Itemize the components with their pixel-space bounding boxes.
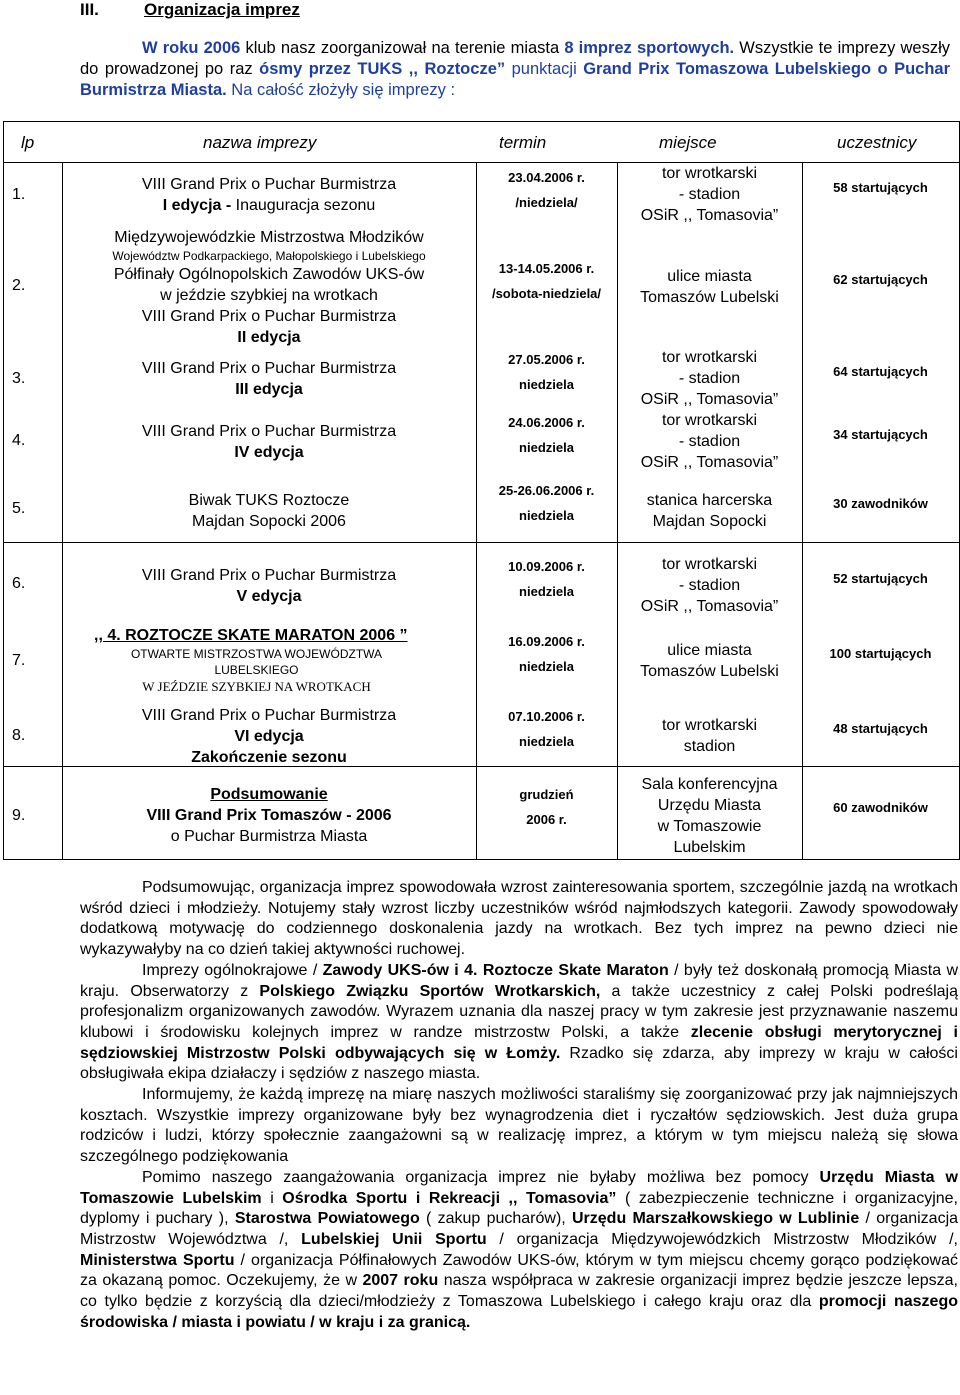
body-text: / organizacja Mistrzostw Województwa /,	[80, 1210, 959, 1248]
body-text: nasza współpraca w zakresie organizacji imprez będzie jeszcze lepsza, co tylko będzie z korzyścią dla dzieci/młodzieży z Tomaszowa Lubelskiego i całego kraju oraz dla	[80, 1272, 959, 1311]
row-event-name: ,, 4. ROZTOCZE SKATE MARATON 2006 ” OTWARTE MISTRZOSTWA WOJEWÓDZTWA LUBELSKIEGO W JEŹDZIE SZYBKIEJ NA WROTKACH	[94, 627, 408, 694]
emphasis-text: Zawody UKS-ów i 4. Roztocze Skate Maraton	[322, 961, 669, 979]
emphasis-text: Starostwa Powiatowego	[234, 1210, 420, 1228]
row-participants: 100 startujących	[829, 646, 932, 661]
body-text: / były też doskonałą promocją Miasta w kraju. Obserwatorzy z	[80, 961, 959, 1000]
header-participants: uczestnicy	[837, 133, 917, 152]
row-date: 16.09.2006 r. niedziela	[508, 634, 585, 674]
intro-edition: ósmy przez TUKS ,, Roztocze”	[259, 60, 506, 78]
header-name: nazwa imprezy	[203, 133, 317, 152]
emphasis-text: zlecenie obsługi merytorycznej i sędziowskiej Mistrzostw Polski odbywających się w Łomży.	[80, 1023, 958, 1062]
summary-paragraph: Informujemy, że każdą imprezę na miarę naszych możliwości staraliśmy się zoorganizować przy jak najmniejszych kosztach. Wszystkie imprezy organizowane były bez wynagrodzenia diet i ryczałtów sędziowskich. Jest duża grupa rodziców i ludzi, którzy społecznie zaangażowni są w realizację imprez, a którym w tym miejscu należą się słowa szczególnego podziękowania	[80, 1086, 958, 1166]
row-date: grudzień 2006 r.	[519, 787, 574, 827]
row-place: tor wrotkarski stadion	[661, 717, 758, 755]
row-event-name: VIII Grand Prix o Puchar Burmistrza I edycja - Inauguracja sezonu	[141, 176, 397, 214]
summary-paragraph: Podsumowując, organizacja imprez spowodowała wzrost zainteresowania sportem, szczególnie jazdą na wrotkach wśród dzieci i młodzieży. Notujemy stały wzrost liczby uczestników wśród najmłodszych kategorii. Zawody spowodowały dodatkową motywację do codziennego doskonalenia jazdy na wrotkach. Bez tych imprez na pewno dzieci nie wykazywałyby na co dzień takiej aktywności ruchowej.	[80, 879, 958, 959]
table-header	[4, 122, 959, 163]
row-participants: 60 zawodników	[833, 800, 928, 815]
row-place: stanica harcerska Majdan Sopocki	[646, 492, 773, 530]
row-lp: 4.	[12, 432, 26, 449]
body-text: Imprezy ogólnokrajowe /	[142, 961, 323, 979]
row-lp: 5.	[12, 500, 26, 517]
row-place: ulice miasta Tomaszów Lubelski	[640, 642, 779, 680]
emphasis-text: 2007 roku	[362, 1272, 439, 1290]
row-participants: 30 zawodników	[833, 496, 928, 511]
row-date: 10.09.2006 r. niedziela	[508, 559, 585, 599]
body-text: ( zakup pucharów),	[419, 1210, 572, 1228]
row-lp: 7.	[12, 652, 26, 669]
row-place: tor wrotkarski - stadion OSiR ,, Tomasovia”	[640, 349, 779, 408]
summary-paragraph	[80, 1168, 958, 1334]
row-participants: 58 startujących	[833, 180, 928, 195]
intro-series: Grand Prix Tomaszowa Lubelskiego o Puchar Burmistrza Miasta.	[80, 60, 951, 99]
row-event-name: Podsumowanie VIII Grand Prix Tomaszów - 2006 o Puchar Burmistrza Miasta	[146, 786, 392, 845]
row-lp: 8.	[12, 727, 26, 744]
row-place: tor wrotkarski - stadion OSiR ,, Tomasovia”	[640, 556, 779, 615]
row-date: 24.06.2006 r. niedziela	[508, 415, 585, 455]
intro-text: punktacji	[505, 60, 584, 78]
intro-paragraph	[80, 38, 950, 101]
emphasis-text: Urzędu Marszałkowskiego w Lublinie	[571, 1210, 860, 1228]
row-lp: 6.	[12, 575, 26, 592]
row-event-name: VIII Grand Prix o Puchar Burmistrza VI edycja Zakończenie sezonu	[141, 707, 397, 766]
summary-text	[80, 878, 958, 1333]
row-lp: 1.	[12, 186, 26, 203]
body-text: / organizacja Półfinałowych Zawodów UKS-ów, którym w tym miejscu chcemy gorąco podziękować za okazaną pomoc. Oczekujemy, że w	[80, 1251, 959, 1290]
row-participants: 48 startujących	[833, 721, 928, 736]
emphasis-text: Polskiego Związku Sportów Wrotkarskich,	[259, 982, 601, 1000]
body-text: Rzadko się zdarza, aby imprezy w kraju w całości obsługiwała ekipa działaczy i sędziów z naszego miasta.	[80, 1044, 958, 1083]
row-lp: 9.	[12, 807, 26, 824]
intro-text: Na całość złożyły się imprezy :	[226, 81, 456, 99]
row-lp: 2.	[12, 277, 26, 294]
row-place: tor wrotkarski - stadion OSiR ,, Tomasovia”	[640, 165, 779, 224]
intro-text: Wszystkie te imprezy weszły do prowadzonej po raz	[80, 39, 950, 78]
row-event-name: Międzywojewódzkie Mistrzostwa Młodzików Województw Podkarpackiego, Małopolskiego i Lubelskiego Półfinały Ogólnopolskich Zawodów UKS-ów w jeździe szybkiej na wrotkach VIII Grand Prix o Puchar Burmistrza II edycja	[112, 229, 426, 346]
emphasis-text: Urzędu Miasta w Tomaszowie Lubelskim	[80, 1168, 959, 1207]
emphasis-text: Ośrodka Sportu i Rekreacji ,, Tomasovia”	[282, 1189, 617, 1207]
body-text: ( zabezpieczenie techniczne i organizacyjne, dyplomy i puchary ),	[80, 1189, 958, 1228]
row-lp: 3.	[12, 370, 26, 387]
row-date: 27.05.2006 r. niedziela	[508, 352, 585, 392]
row-date: 23.04.2006 r. /niedziela/	[508, 170, 585, 210]
row-event-name: VIII Grand Prix o Puchar Burmistrza III edycja	[141, 360, 397, 398]
header-date: termin	[499, 133, 547, 152]
body-text: Pomimo naszego zaangażowania organizacja imprez nie byłaby możliwa bez pomocy	[142, 1168, 820, 1186]
row-place: tor wrotkarski - stadion OSiR ,, Tomasovia”	[640, 412, 779, 471]
row-event-name: Biwak TUKS Roztocze Majdan Sopocki 2006	[188, 492, 350, 530]
row-event-name: VIII Grand Prix o Puchar Burmistrza IV edycja	[141, 423, 397, 461]
summary-paragraph	[80, 961, 958, 1085]
section-heading	[80, 0, 300, 20]
row-participants: 64 startujących	[833, 364, 928, 379]
header-place: miejsce	[659, 133, 717, 152]
intro-year: W roku 2006	[142, 39, 241, 57]
row-date: 07.10.2006 r. niedziela	[508, 709, 585, 749]
row-place: Sala konferencyjna Urzędu Miasta w Tomaszowie Lubelskim	[641, 776, 778, 856]
row-participants: 34 startujących	[833, 427, 928, 442]
row-participants: 52 startujących	[833, 571, 928, 586]
header-lp: lp	[21, 133, 35, 152]
emphasis-text: Lubelskiej Unii Sportu	[301, 1230, 487, 1248]
body-text: / organizacja Międzywojewódzkich Mistrzostw Młodzików /,	[486, 1230, 959, 1248]
emphasis-text: Ministerstwa Sportu	[80, 1251, 235, 1269]
events-table	[3, 121, 960, 860]
row-place: ulice miasta Tomaszów Lubelski	[640, 268, 779, 306]
intro-text: klub nasz zoorganizował na terenie miasta	[240, 39, 565, 57]
row-participants: 62 startujących	[833, 272, 928, 287]
row-date: 13-14.05.2006 r. /sobota-niedziela/	[491, 261, 602, 301]
body-text: i	[261, 1189, 283, 1207]
body-text: a także uczestnicy z całej Polski podreślają profesjonalizm organizowanych zawodów. Wyrazem uznania dla naszej pracy w tym zakresie jest przyznawanie naszemu klubowi i środowisku kolejnych imprez w randze mistrzostw Polski, a także	[80, 982, 959, 1041]
section-title: Organizacja imprez	[144, 0, 300, 19]
row-event-name: VIII Grand Prix o Puchar Burmistrza V edycja	[141, 567, 397, 605]
intro-count: 8 imprez sportowych.	[564, 39, 735, 57]
section-number: III.	[80, 0, 99, 19]
row-date: 25-26.06.2006 r. niedziela	[498, 483, 595, 523]
emphasis-text: promocji naszego środowiska / miasta i powiatu / w kraju i za granicą.	[80, 1293, 958, 1331]
